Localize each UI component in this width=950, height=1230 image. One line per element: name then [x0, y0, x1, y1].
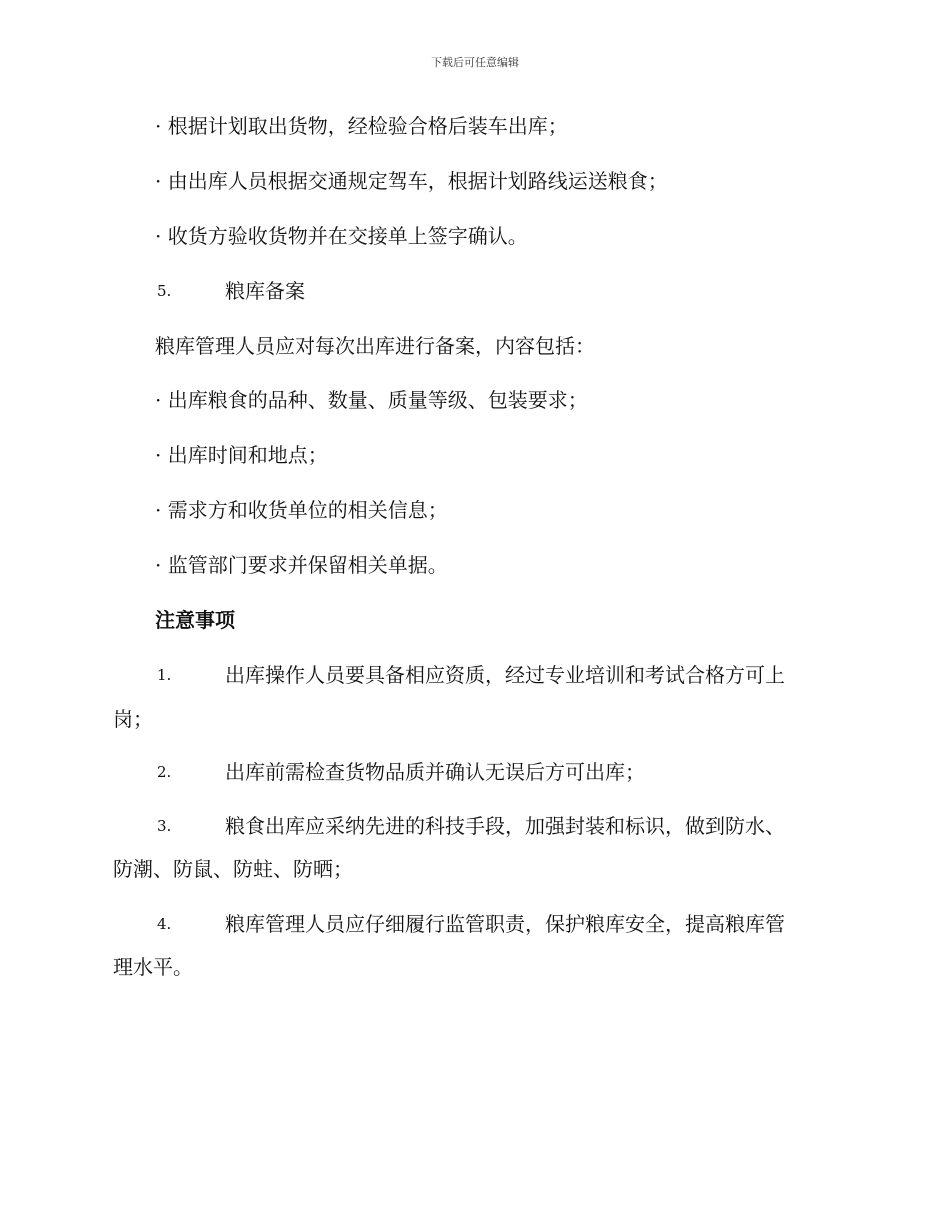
bullet-item: · 收货方验收货物并在交接单上签字确认。 — [155, 224, 528, 248]
note-text: 粮食出库应采纳先进的科技手段，加强封装和标识，做到防水、 — [225, 814, 785, 838]
note-text: 粮库管理人员应仔细履行监管职责，保护粮库安全，提高粮库管 — [225, 912, 785, 936]
note-number: 2. — [157, 763, 172, 781]
note-text: 出库操作人员要具备相应资质，经过专业培训和考试合格方可上 — [225, 663, 785, 687]
bullet-item: · 由出库人员根据交通规定驾车，根据计划路线运送粮食； — [155, 169, 668, 193]
bullet-item: · 监管部门要求并保留相关单据。 — [155, 553, 448, 577]
intro-paragraph: 粮库管理人员应对每次出库进行备案，内容包括： — [155, 334, 595, 358]
bullet-item: · 根据计划取出货物，经检验合格后装车出库； — [155, 114, 568, 138]
bullet-item: · 需求方和收货单位的相关信息； — [155, 498, 448, 522]
bullet-item: · 出库粮食的品种、数量、质量等级、包装要求； — [155, 388, 588, 412]
notes-heading: 注意事项 — [155, 608, 235, 632]
note-number: 3. — [157, 817, 172, 835]
note-text-continuation: 理水平。 — [113, 955, 193, 979]
bullet-item: · 出库时间和地点； — [155, 443, 328, 467]
note-text-continuation: 岗； — [113, 707, 153, 731]
note-number: 4. — [157, 915, 172, 933]
section-title: 粮库备案 — [225, 279, 305, 303]
note-text-continuation: 防潮、防鼠、防蛀、防晒； — [113, 857, 353, 881]
note-number: 1. — [157, 666, 172, 684]
note-text: 出库前需检查货物品质并确认无误后方可出库； — [225, 760, 645, 784]
section-number: 5. — [157, 282, 172, 300]
page-header: 下载后可任意编辑 — [431, 56, 519, 69]
